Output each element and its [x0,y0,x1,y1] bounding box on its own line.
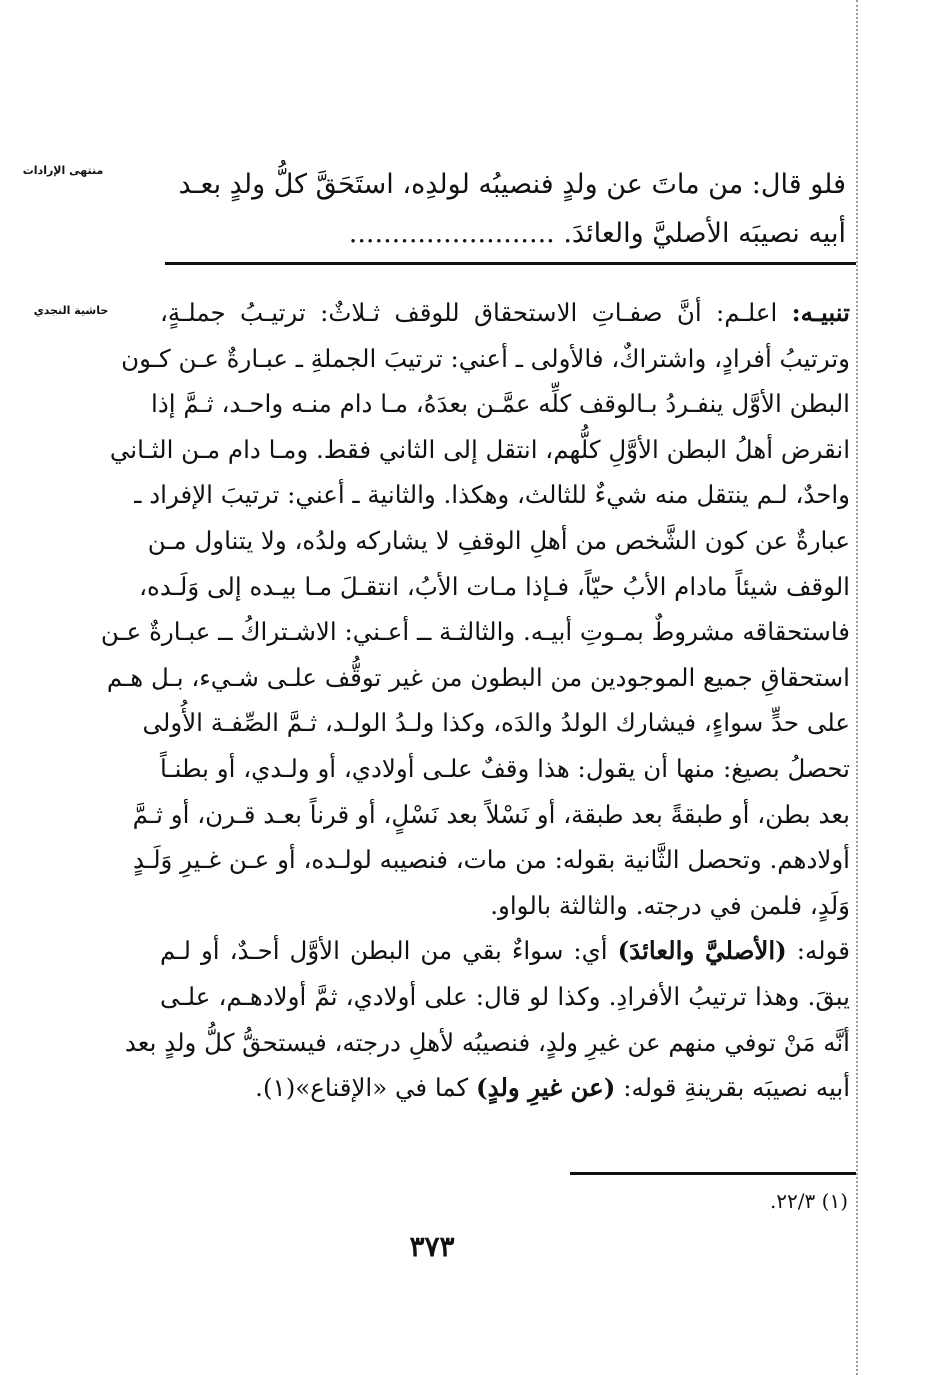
side-label-sharh: حاشية النجدي [33,304,109,317]
commentary-line [160,746,850,792]
commentary-quoted-phrase: (الأصليَّ والعائدَ) [617,936,787,966]
commentary-line-text: البطن الأوَّل ينفـردُ بـالوقف كلِّه عمَّـن بعدَهُ، مـا دام منـه واحـد، ثـمَّ إذا [151,389,850,419]
footnote: (١) ٢٢/٣. [769,1189,848,1213]
commentary-line-text: وَلَدٍ، فلمن في درجته. والثالثة بالواو. [490,890,850,920]
commentary-line [124,1020,850,1066]
matn-line-1: فلو قال: من ماتَ عن ولدٍ فنصيبُه لولدِه، استَحَقَّ كلُّ ولدٍ بعـد [178,169,846,200]
commentary-line-text: فاستحقاقه مشروطٌ بمـوتِ أبيـه. والثالثـة ــ أعـني: الاشـتراكُ ــ عبـارةٌ عـن [100,617,850,647]
commentary-line-text: على حدٍّ سواءٍ، فيشارك الولدُ والدَه، وكذا ولـدُ الولـد، ثـمَّ الصِّفـة الأُولى [142,708,850,738]
footnote-divider-rule [570,1172,856,1175]
commentary-line-text: أنَّه مَنْ توفي منهم عن غيرِ ولدٍ، فنصيبُه لأهلِ درجته، فيستحقُّ كلُّ ولدٍ بعد [124,1027,850,1057]
side-label-matn: منتهى الإرادات [22,164,104,177]
commentary-line-text: اعلـم: أنَّ صفـاتِ الاستحقاق للوقف ثـلاثٌ: ترتيـبُ جملـةٍ، [160,298,792,327]
commentary-line-text: انقرض أهلُ البطن الأوَّلِ كلُّهم، انتقل إلى الثاني فقط. ومـا دام مـن الثـاني [109,434,850,464]
commentary-line-text: واحدٌ، لـم ينتقل منه شيءٌ للثالث، وهكذا. والثانية ـ أعني: ترتيبَ الإفراد ـ [134,480,850,510]
commentary-line-text: أولادهم. وتحصل الثَّانية بقوله: من مات، فنصيبه لولـده، أو عـن غـيرِ وَلَـدٍ [133,845,850,875]
commentary-line-text: أبيه نصيبَه بقرينةِ قوله: [615,1073,850,1103]
commentary-line-continuation: كما في «الإقناع»(١). [255,1073,476,1103]
commentary-line-text: عبارةٌ عن كون الشَّخص من أهلِ الوقفِ لا يشاركه ولدُه، ولا يتناول مـن [147,525,850,555]
commentary-line-text: يبقَ. وهذا ترتيبُ الأفرادِ. وكذا لو قال: على أولادي، ثمَّ أولادهـم، علـى [160,981,850,1011]
commentary-line-text: وترتيبُ أفرادٍ، واشتراكٌ، فالأولى ـ أعني: ترتيبَ الجملةِ ـ عبـارةٌ عـن كـون [121,343,850,373]
commentary-line-text: تحصلُ بصيغ: منها أن يقول: هذا وقفٌ علـى أولادي، أو ولـدي، أو بطنـاً [160,753,850,783]
commentary-line [147,518,850,564]
commentary-line-text: الوقف شيئاً مادام الأبُ حيّاً، فـإذا مـات الأبُ، انتقـلَ مـا بيـده إلى وَلَـده، [139,571,850,601]
matn-line-2-text: أبيه نصيبَه الأصليَّ والعائدَ. [563,218,846,249]
commentary-text [100,290,850,1111]
commentary-line [160,290,850,336]
commentary-line [134,472,850,518]
commentary-bold-heading: تنبيـه: [791,298,850,327]
commentary-line [142,700,850,746]
commentary-line-text: استحقاقِ جميع الموجودين من البطون من غير توقُّف علـى شـيء، بـل هـم [106,662,850,692]
commentary-line [109,427,850,473]
commentary-line-text: قوله: [786,936,850,966]
commentary-line [121,336,850,382]
page-number: ٣٧٣ [409,1230,455,1263]
commentary-line [133,837,850,883]
commentary-line [160,928,850,974]
commentary-line [139,564,850,610]
commentary-line [100,609,850,655]
commentary-quoted-phrase: (عن غيرِ ولدٍ) [476,1073,616,1103]
commentary-line [160,1065,850,1111]
binding-margin-dots [856,0,858,1375]
matn-divider-rule [165,262,856,265]
commentary-line-continuation: أي: سواءٌ بقي من البطن الأوَّل أحـدٌ، أو لـم [160,936,618,966]
commentary-line [132,792,850,838]
commentary-line [160,974,850,1020]
matn-line-2 [162,209,846,258]
matn-dots: ........................ [348,218,555,249]
commentary-line-text: بعد بطن، أو طبقةً بعد طبقة، أو نَسْلاً بعد نَسْلٍ، أو قرناً بعـد قـرن، أو ثـمَّ [132,799,850,829]
commentary-line [160,883,850,929]
commentary-line [151,381,850,427]
commentary-line [106,655,850,701]
matn-text [162,160,846,258]
